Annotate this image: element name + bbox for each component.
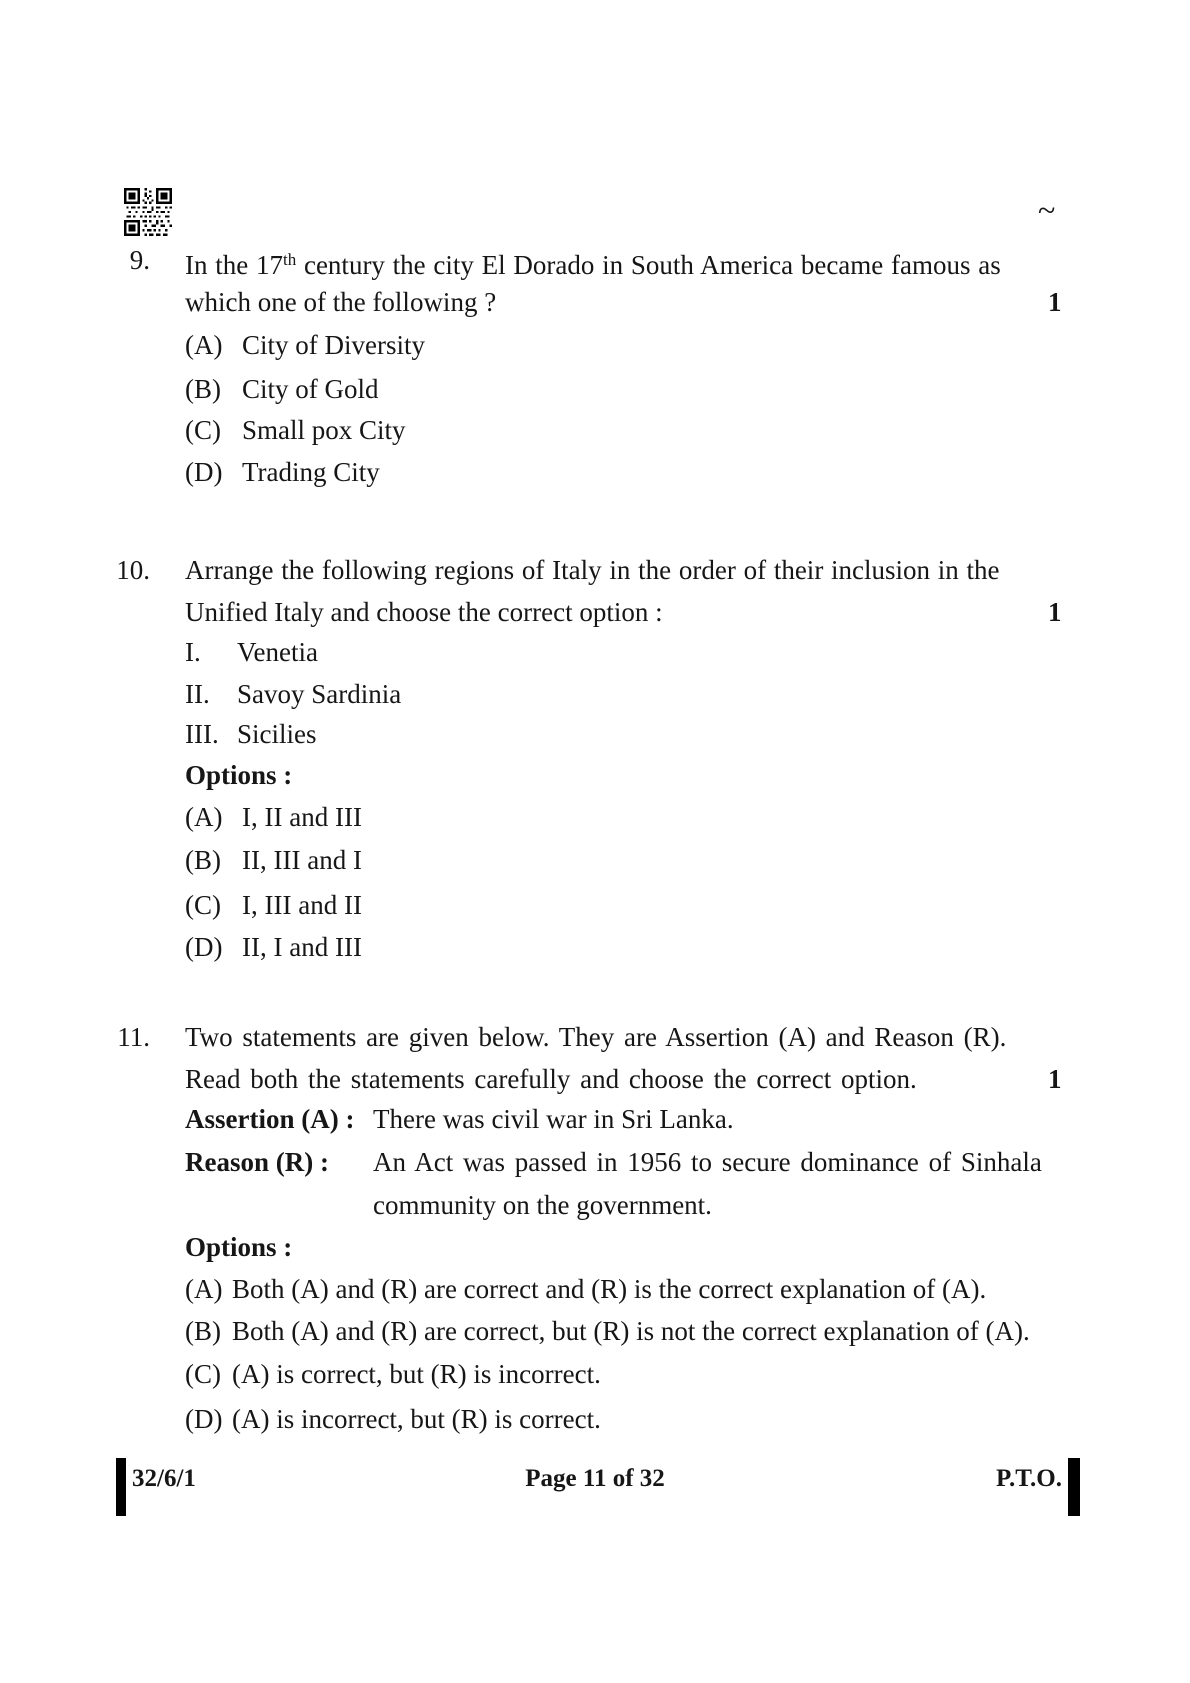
q9-option-d <box>0 454 1190 490</box>
option-letter: (B) <box>185 845 221 875</box>
q10-text-line-2: Unified Italy and choose the correct option : <box>185 597 663 627</box>
item-numeral: III. <box>185 719 219 749</box>
option-letter: (C) <box>185 1359 221 1389</box>
tilde-symbol: ~ <box>1038 192 1056 228</box>
q11-reason-line-2 <box>0 1187 1190 1223</box>
item-text: Sicilies <box>237 719 317 749</box>
q10-text-line-1: Arrange the following regions of Italy in the order of their inclusion in the <box>185 555 1000 585</box>
q11-number: 11. <box>117 1022 150 1052</box>
pto-label: P.T.O. <box>996 1465 1062 1492</box>
page-number: Page 11 of 32 <box>525 1465 665 1492</box>
q9-line-2 <box>0 284 1190 320</box>
q9-option-a <box>0 327 1190 363</box>
superscript-th: th <box>282 250 297 269</box>
q10-line-1 <box>0 552 1190 588</box>
reason-text-line-2: community on the government. <box>373 1190 712 1220</box>
q9-option-c <box>0 412 1190 448</box>
q10-item-3 <box>0 716 1190 752</box>
option-letter: (A) <box>185 1274 223 1304</box>
q10-item-1 <box>0 634 1190 670</box>
item-text: Savoy Sardinia <box>237 679 402 709</box>
q9-line-1 <box>0 242 1190 278</box>
option-text: City of Gold <box>242 374 379 404</box>
item-text: Venetia <box>237 637 318 667</box>
q11-option-c <box>0 1356 1190 1392</box>
q10-options-heading: Options : <box>185 760 293 790</box>
reason-text-line-1: An Act was passed in 1956 to secure dominance of Sinhala <box>373 1147 1042 1177</box>
option-text: I, III and II <box>242 890 362 920</box>
option-text: II, III and I <box>242 845 362 875</box>
option-text: Both (A) and (R) are correct, but (R) is not the correct explanation of (A). <box>232 1316 1030 1346</box>
footer-left-bar <box>116 1458 126 1516</box>
q11-line-2 <box>0 1061 1190 1097</box>
q10-option-b <box>0 842 1190 878</box>
q9-text-line-2: which one of the following ? <box>185 287 497 317</box>
option-letter: (C) <box>185 890 221 920</box>
q9-marks: 1 <box>1048 287 1062 317</box>
q10-option-a <box>0 799 1190 835</box>
option-letter: (C) <box>185 415 221 445</box>
option-letter: (D) <box>185 932 223 962</box>
option-text: Trading City <box>242 457 380 487</box>
option-letter: (A) <box>185 330 223 360</box>
q10-item-2 <box>0 676 1190 712</box>
option-text: II, I and III <box>242 932 362 962</box>
q10-line-2 <box>0 594 1190 630</box>
option-letter: (B) <box>185 374 221 404</box>
q11-text-line-1: Two statements are given below. They are Assertion (A) and Reason (R). <box>185 1022 1007 1052</box>
q11-marks: 1 <box>1048 1064 1062 1094</box>
assertion-label: Assertion (A) : <box>185 1104 355 1134</box>
option-letter: (A) <box>185 802 223 832</box>
item-numeral: II. <box>185 679 210 709</box>
qr-code <box>124 186 172 238</box>
option-letter: (D) <box>185 1404 223 1434</box>
option-text: I, II and III <box>242 802 362 832</box>
q11-option-a <box>0 1271 1190 1307</box>
option-text: Small pox City <box>242 415 406 445</box>
q9-text-line-1: In the 17th century the city El Dorado in South America became famous as <box>185 250 1001 280</box>
q11-line-1 <box>0 1019 1190 1055</box>
option-letter: (D) <box>185 457 223 487</box>
q10-number: 10. <box>116 555 150 585</box>
item-numeral: I. <box>185 637 201 667</box>
option-text: (A) is correct, but (R) is incorrect. <box>232 1359 601 1389</box>
footer-right-bar <box>1068 1458 1080 1516</box>
q10-option-c <box>0 887 1190 923</box>
q9-number: 9. <box>129 245 150 275</box>
q10-marks: 1 <box>1048 597 1062 627</box>
q11-reason-line-1 <box>0 1144 1190 1180</box>
option-text: (A) is incorrect, but (R) is correct. <box>232 1404 601 1434</box>
q11-options-heading: Options : <box>185 1232 293 1262</box>
paper-code: 32/6/1 <box>132 1465 196 1492</box>
option-text: Both (A) and (R) are correct and (R) is the correct explanation of (A). <box>232 1274 987 1304</box>
assertion-text: There was civil war in Sri Lanka. <box>373 1104 734 1134</box>
q9-option-b <box>0 371 1190 407</box>
option-text: City of Diversity <box>242 330 425 360</box>
q10-option-d <box>0 929 1190 965</box>
q11-text-line-2: Read both the statements carefully and choose the correct option. <box>185 1064 917 1094</box>
reason-label: Reason (R) : <box>185 1147 329 1177</box>
option-letter: (B) <box>185 1316 221 1346</box>
q11-assertion <box>0 1101 1190 1137</box>
q11-option-d <box>0 1401 1190 1437</box>
q11-option-b <box>0 1313 1190 1349</box>
